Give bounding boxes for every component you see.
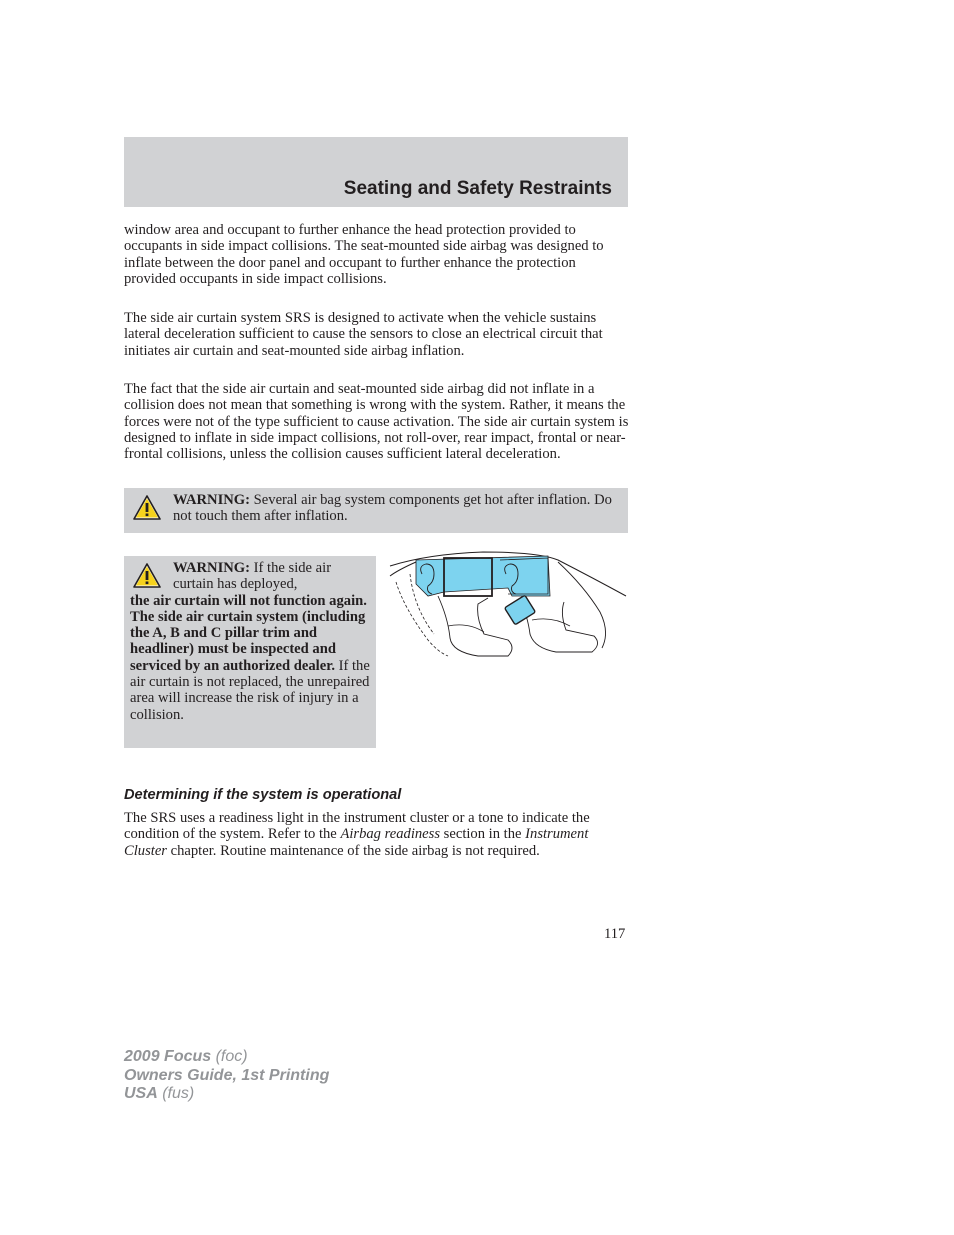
link-airbag-readiness: Airbag readiness [340, 826, 441, 843]
section-title: Seating and Safety Restraints [343, 178, 612, 199]
warning-intro [130, 560, 372, 593]
body-paragraph-3 [124, 381, 629, 462]
paragraph-text: The side air curtain system SRS is designed to activate when the vehicle sustains lateral deceleration sufficient to cause the sensors to close an electrical circuit that initiates air curtain and seat-mounted side airbag inflation. [124, 310, 603, 359]
text-run: The SRS uses a readiness light in the instrument cluster or a tone to indicate the condition of the system. Refer to the [124, 810, 590, 843]
warning-body-b: the air curtain will not function again. The side air curtain system (including the A, B and C pillar trim and headliner) must be inspected and serviced by an authorized dealer. [130, 592, 367, 674]
paragraph-text: window area and occupant to further enhance the head protection provided to occupants in side impact collisions. The seat-mounted side airbag was designed to inflate between the door panel and occupant to further enhance the protection provided occupants in side impact collisions. [124, 222, 604, 287]
footer-line-3 [124, 1085, 329, 1104]
warning-label: WARNING: [173, 492, 251, 508]
footer-guide: Owners Guide, 1st Printing [124, 1066, 330, 1084]
footer-model: 2009 Focus [124, 1048, 212, 1065]
warning-box-air-curtain [124, 556, 376, 748]
warning-box-hot-components [124, 488, 628, 533]
body-paragraph-1 [124, 222, 629, 287]
text-run: chapter. Routine maintenance of the side airbag is not required. [166, 842, 540, 859]
footer-market-code: (fus) [157, 1085, 195, 1102]
warning-triangle-icon [133, 494, 161, 522]
footer-line-2 [124, 1067, 329, 1086]
warning-label: WARNING: [173, 560, 251, 576]
footer-line-1 [124, 1048, 329, 1067]
warning-text [173, 492, 618, 525]
footer-model-code: (foc) [211, 1048, 248, 1065]
footer-edition-info [124, 1048, 329, 1104]
page-number: 117 [604, 926, 626, 942]
link-instrument-cluster: Instrument Cluster [124, 826, 589, 859]
warning-body-a: If the side air curtain has deployed, [173, 560, 332, 593]
section-header-band [124, 137, 628, 207]
side-air-curtain-illustration [388, 548, 628, 660]
paragraph-text [124, 810, 629, 859]
subheading: Determining if the system is operational [124, 787, 402, 803]
warning-text [130, 560, 372, 723]
warning-body-c: If the air curtain is not replaced, the unrepaired area will increase the risk of injury in a collision. [130, 657, 370, 723]
paragraph-text: The fact that the side air curtain and seat-mounted side airbag did not inflate in a collision does not mean that something is wrong with the system. Rather, it means the forces were not of the type sufficient to cause activation. The side air curtain system is designed to inflate in side impact collisions, not roll-over, rear impact, frontal or near-frontal collisions, unless the collision causes sufficient lateral deceleration. [124, 381, 629, 463]
footer-market: USA [124, 1085, 158, 1102]
warning-body: Several air bag system components get hot after inflation. Do not touch them after inflation. [173, 492, 612, 525]
body-paragraph-4 [124, 810, 629, 859]
body-paragraph-2 [124, 310, 629, 359]
text-run: section in the [440, 826, 526, 843]
